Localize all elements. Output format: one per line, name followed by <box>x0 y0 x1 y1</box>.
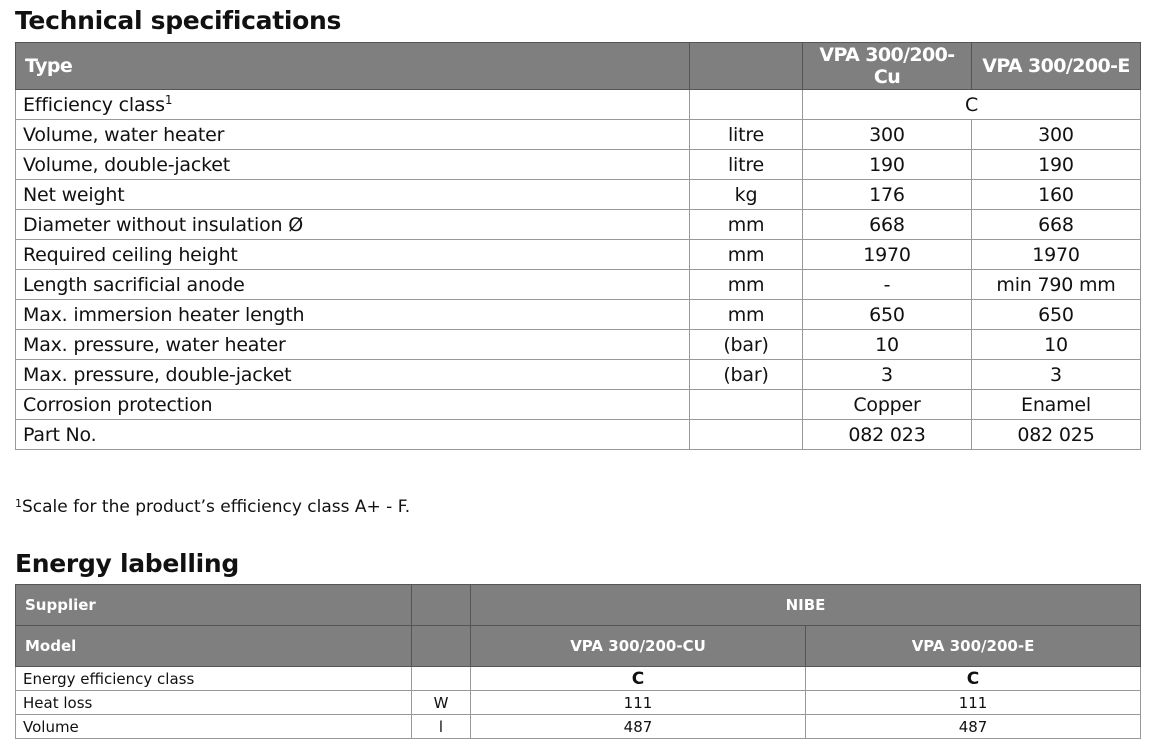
row-value-e: C <box>806 667 1141 691</box>
row-value-e: 111 <box>806 691 1141 715</box>
row-value-e: 668 <box>972 210 1141 240</box>
table-row <box>16 240 1141 270</box>
row-label: Max. immersion heater length <box>16 300 690 330</box>
footnote-number: 1 <box>15 497 22 510</box>
row-value-cu: Copper <box>803 390 972 420</box>
row-label: Efficiency class$^1$ <box>16 90 690 120</box>
row-label: Max. pressure, double-jacket <box>16 360 690 390</box>
row-value-e: min 790 mm <box>972 270 1141 300</box>
row-unit: W <box>412 691 471 715</box>
row-unit <box>690 90 803 120</box>
row-value-cu: 300 <box>803 120 972 150</box>
row-label: Corrosion protection <box>16 390 690 420</box>
supplier-value: NIBE <box>471 585 1141 626</box>
row-value-cu: 10 <box>803 330 972 360</box>
row-value-cu: 668 <box>803 210 972 240</box>
row-value-e: 3 <box>972 360 1141 390</box>
header-model-e: VPA 300/200-E <box>972 43 1141 90</box>
header-model-cu: VPA 300/200-Cu <box>803 43 972 90</box>
row-value-e: 1970 <box>972 240 1141 270</box>
row-value-cu: 487 <box>471 715 806 739</box>
row-label: Length sacrificial anode <box>16 270 690 300</box>
table-row <box>16 390 1141 420</box>
table-row <box>16 90 1141 120</box>
header-type: Type <box>16 43 690 90</box>
row-value-e: 190 <box>972 150 1141 180</box>
row-value-e: 160 <box>972 180 1141 210</box>
table-row <box>16 300 1141 330</box>
row-value-e: 650 <box>972 300 1141 330</box>
supplier-label: Supplier <box>16 585 412 626</box>
row-value-cu: C <box>471 667 806 691</box>
row-label: Energy efficiency class <box>16 667 412 691</box>
table-row <box>16 420 1141 450</box>
row-label: Part No. <box>16 420 690 450</box>
model-unit <box>412 626 471 667</box>
supplier-unit <box>412 585 471 626</box>
row-unit: mm <box>690 210 803 240</box>
spec-title: Technical specifications <box>15 6 342 35</box>
row-label: Volume, water heater <box>16 120 690 150</box>
footnote-marker: 1 <box>164 93 173 107</box>
row-value-cu: 176 <box>803 180 972 210</box>
row-unit: (bar) <box>690 360 803 390</box>
energy-title: Energy labelling <box>15 549 239 578</box>
row-value-cu: 1970 <box>803 240 972 270</box>
model-e: VPA 300/200-E <box>806 626 1141 667</box>
table-row <box>16 180 1141 210</box>
model-label: Model <box>16 626 412 667</box>
table-row <box>16 120 1141 150</box>
row-value-cu: 190 <box>803 150 972 180</box>
row-value-e: 487 <box>806 715 1141 739</box>
row-label: Volume <box>16 715 412 739</box>
energy-table <box>15 584 1141 739</box>
table-row <box>16 715 1141 739</box>
spec-header-row <box>16 43 1141 90</box>
row-value-cu: 111 <box>471 691 806 715</box>
row-unit <box>690 390 803 420</box>
supplier-row <box>16 585 1141 626</box>
header-unit <box>690 43 803 90</box>
row-label: Required ceiling height <box>16 240 690 270</box>
row-unit <box>412 667 471 691</box>
row-unit: mm <box>690 240 803 270</box>
table-row <box>16 150 1141 180</box>
model-row <box>16 626 1141 667</box>
row-label: Net weight <box>16 180 690 210</box>
row-value-cu: - <box>803 270 972 300</box>
table-row <box>16 691 1141 715</box>
row-unit: mm <box>690 300 803 330</box>
row-value-e: 082 025 <box>972 420 1141 450</box>
row-value-e: 10 <box>972 330 1141 360</box>
row-unit: l <box>412 715 471 739</box>
row-value-cu: 082 023 <box>803 420 972 450</box>
table-row <box>16 270 1141 300</box>
row-value-e: 300 <box>972 120 1141 150</box>
efficiency-class-value: C <box>803 90 1141 120</box>
row-unit: kg <box>690 180 803 210</box>
row-label: Volume, double-jacket <box>16 150 690 180</box>
row-unit: (bar) <box>690 330 803 360</box>
model-cu: VPA 300/200-CU <box>471 626 806 667</box>
table-row <box>16 330 1141 360</box>
row-unit: litre <box>690 120 803 150</box>
row-value-cu: 3 <box>803 360 972 390</box>
row-value-cu: 650 <box>803 300 972 330</box>
table-row <box>16 360 1141 390</box>
row-unit <box>690 420 803 450</box>
row-value-e: Enamel <box>972 390 1141 420</box>
row-label: Max. pressure, water heater <box>16 330 690 360</box>
footnote: $^1$Scale for the product’s efficiency class A+ - F. <box>15 497 411 517</box>
spec-table <box>15 42 1141 450</box>
row-unit: mm <box>690 270 803 300</box>
row-label: Diameter without insulation Ø <box>16 210 690 240</box>
table-row <box>16 667 1141 691</box>
row-label: Heat loss <box>16 691 412 715</box>
table-row <box>16 210 1141 240</box>
row-unit: litre <box>690 150 803 180</box>
